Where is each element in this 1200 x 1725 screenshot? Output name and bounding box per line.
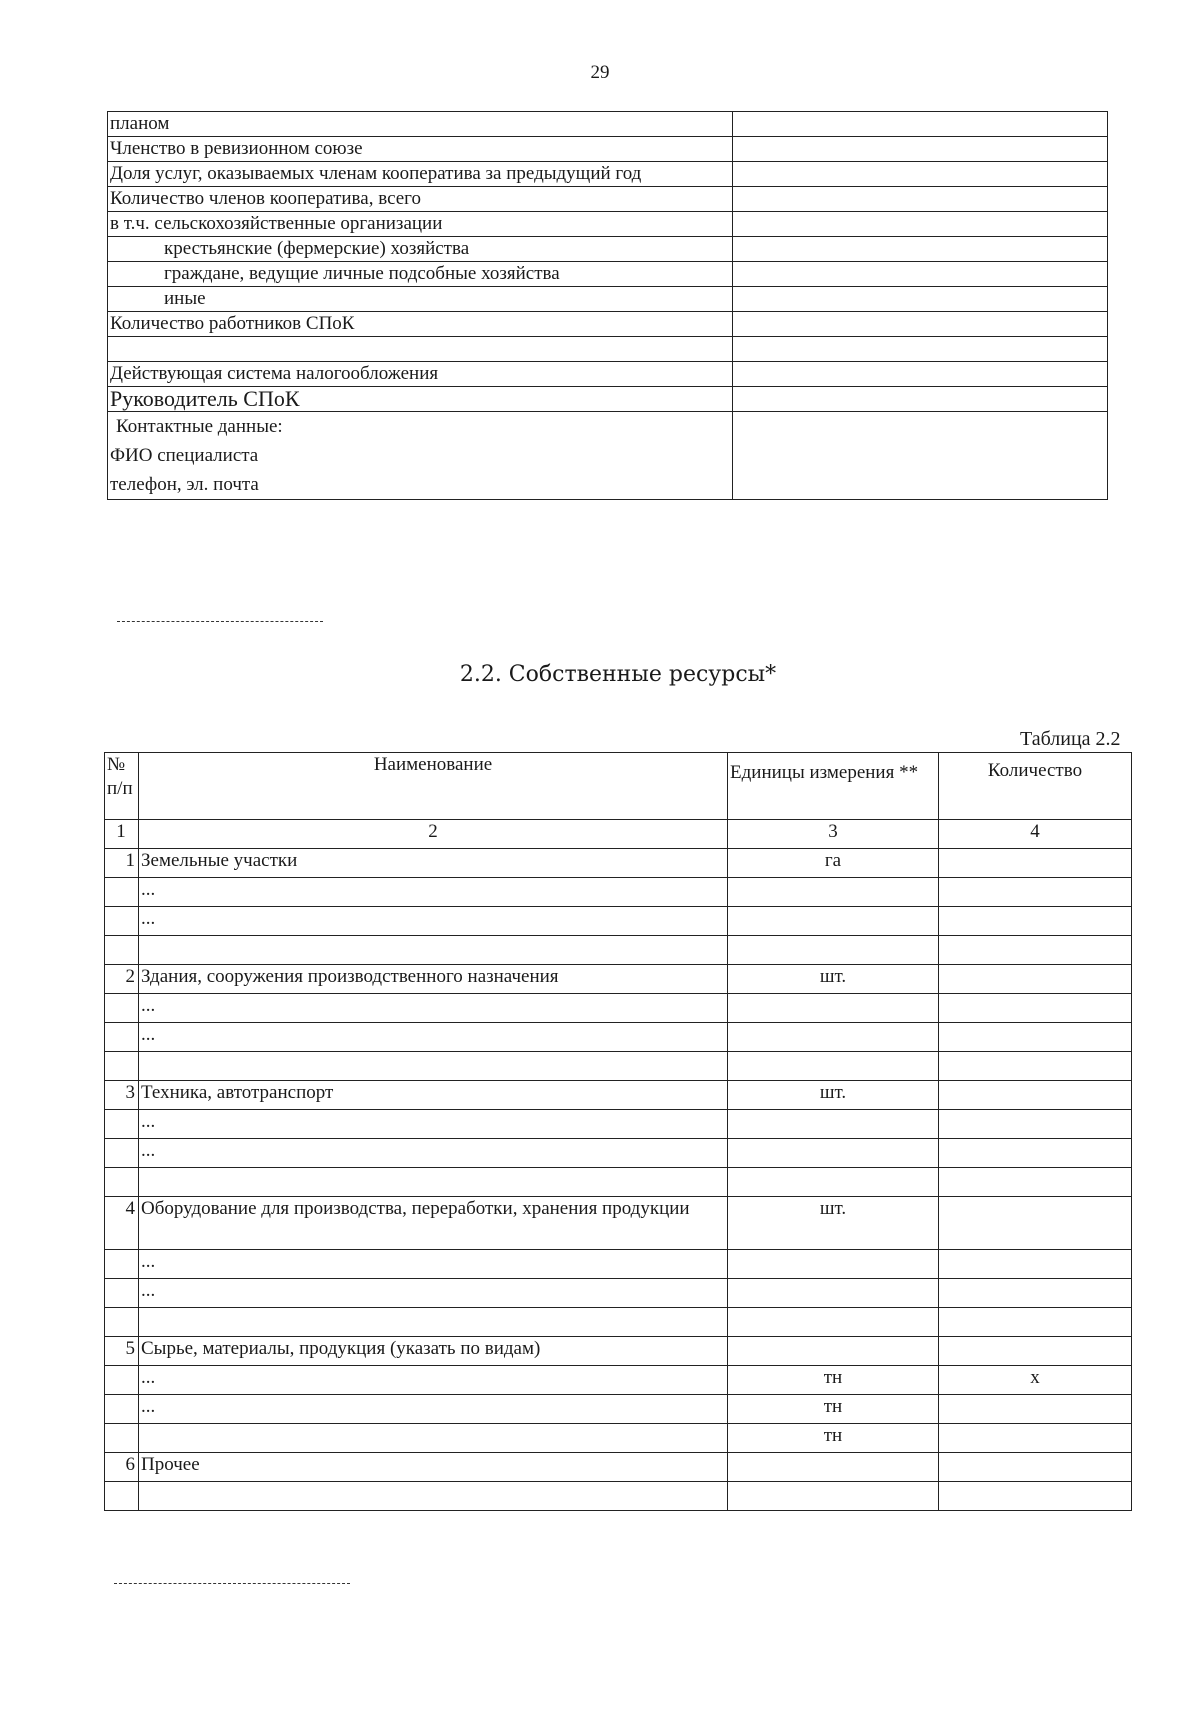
column-index: 1 bbox=[105, 820, 139, 849]
row-label: Количество работников СПоК bbox=[108, 312, 733, 337]
row-name: Техника, автотранспорт bbox=[139, 1081, 728, 1110]
row-num bbox=[105, 1052, 139, 1081]
table-row bbox=[105, 1453, 1132, 1482]
table-row bbox=[105, 849, 1132, 878]
row-unit: га bbox=[728, 849, 939, 878]
row-num bbox=[105, 1366, 139, 1395]
phone-email-label: телефон, эл. почта bbox=[110, 474, 259, 495]
row-name: ... bbox=[139, 1110, 728, 1139]
row-name bbox=[139, 936, 728, 965]
table-row bbox=[105, 1395, 1132, 1424]
table-row bbox=[108, 187, 1108, 212]
row-unit: тн bbox=[728, 1366, 939, 1395]
row-qty[interactable] bbox=[939, 1110, 1132, 1139]
row-num bbox=[105, 1308, 139, 1337]
row-qty[interactable] bbox=[939, 1279, 1132, 1308]
row-unit bbox=[728, 1453, 939, 1482]
row-unit bbox=[728, 1052, 939, 1081]
row-name: ... bbox=[139, 878, 728, 907]
row-num: 5 bbox=[105, 1337, 139, 1366]
row-value[interactable] bbox=[733, 362, 1108, 387]
row-name bbox=[139, 1168, 728, 1197]
specialist-name-label: ФИО специалиста bbox=[110, 445, 259, 466]
row-value[interactable] bbox=[733, 112, 1108, 137]
table-row bbox=[105, 1081, 1132, 1110]
row-value[interactable] bbox=[733, 162, 1108, 187]
row-num bbox=[105, 878, 139, 907]
row-qty[interactable] bbox=[939, 1023, 1132, 1052]
table-row bbox=[105, 1250, 1132, 1279]
row-name: ... bbox=[139, 907, 728, 936]
row-qty[interactable] bbox=[939, 936, 1132, 965]
table-row bbox=[105, 1168, 1132, 1197]
row-name: ... bbox=[139, 1279, 728, 1308]
row-value[interactable] bbox=[733, 237, 1108, 262]
row-num: 1 bbox=[105, 849, 139, 878]
row-unit bbox=[728, 1308, 939, 1337]
table-row bbox=[108, 337, 1108, 362]
table-row bbox=[108, 262, 1108, 287]
table-row bbox=[108, 237, 1108, 262]
row-name: Сырье, материалы, продукция (указать по видам) bbox=[139, 1337, 728, 1366]
row-num bbox=[105, 994, 139, 1023]
row-value[interactable] bbox=[733, 187, 1108, 212]
row-label: иные bbox=[108, 287, 733, 312]
row-num bbox=[105, 1279, 139, 1308]
table-row bbox=[105, 965, 1132, 994]
row-label: Руководитель СПоК bbox=[108, 387, 733, 412]
footnote-divider bbox=[117, 621, 323, 622]
row-unit: шт. bbox=[728, 1197, 939, 1250]
row-name: ... bbox=[139, 1366, 728, 1395]
row-value[interactable] bbox=[733, 387, 1108, 412]
row-num: 4 bbox=[105, 1197, 139, 1250]
header-num: № п/п bbox=[105, 753, 139, 820]
row-value[interactable] bbox=[733, 312, 1108, 337]
row-name bbox=[139, 1052, 728, 1081]
page-number: 29 bbox=[590, 62, 610, 83]
row-qty[interactable] bbox=[939, 965, 1132, 994]
header-name: Наименование bbox=[139, 753, 728, 820]
row-qty[interactable] bbox=[939, 1337, 1132, 1366]
row-name: ... bbox=[139, 994, 728, 1023]
table-row bbox=[108, 112, 1108, 137]
row-num: 2 bbox=[105, 965, 139, 994]
table-row bbox=[108, 287, 1108, 312]
header-unit: Единицы измерения ** bbox=[728, 753, 939, 820]
row-name: ... bbox=[139, 1250, 728, 1279]
row-unit bbox=[728, 1023, 939, 1052]
cooperative-info-table bbox=[107, 111, 1108, 500]
row-unit: шт. bbox=[728, 1081, 939, 1110]
row-qty[interactable] bbox=[939, 1052, 1132, 1081]
table-row bbox=[105, 936, 1132, 965]
table-header-row bbox=[105, 753, 1132, 820]
table-row bbox=[105, 1424, 1132, 1453]
row-name: Оборудование для производства, переработки, хранения продукции bbox=[139, 1197, 728, 1250]
contact-data-label: Контактные данные: bbox=[116, 416, 283, 437]
row-name: Земельные участки bbox=[139, 849, 728, 878]
row-label: Количество членов кооператива, всего bbox=[108, 187, 733, 212]
row-qty[interactable] bbox=[939, 1395, 1132, 1424]
table-row bbox=[105, 1052, 1132, 1081]
row-qty[interactable] bbox=[939, 849, 1132, 878]
table-row bbox=[105, 907, 1132, 936]
row-label: Доля услуг, оказываемых членам кооператива за предыдущий год bbox=[108, 162, 733, 187]
table-row bbox=[105, 1197, 1132, 1250]
header-qty: Количество bbox=[939, 753, 1132, 820]
table-row bbox=[108, 387, 1108, 412]
row-label: Действующая система налогообложения bbox=[108, 362, 733, 387]
row-qty[interactable] bbox=[939, 1250, 1132, 1279]
row-num bbox=[105, 1110, 139, 1139]
row-name: Здания, сооружения производственного назначения bbox=[139, 965, 728, 994]
row-name: Прочее bbox=[139, 1453, 728, 1482]
table-row bbox=[105, 1337, 1132, 1366]
row-qty[interactable] bbox=[939, 907, 1132, 936]
row-name bbox=[139, 1482, 728, 1511]
row-qty[interactable] bbox=[939, 1081, 1132, 1110]
row-label: граждане, ведущие личные подсобные хозяйства bbox=[108, 262, 733, 287]
table-row bbox=[108, 137, 1108, 162]
row-num: 3 bbox=[105, 1081, 139, 1110]
row-unit bbox=[728, 1139, 939, 1168]
row-value[interactable] bbox=[733, 412, 1108, 500]
row-value[interactable] bbox=[733, 262, 1108, 287]
table-row bbox=[108, 362, 1108, 387]
table-row bbox=[108, 312, 1108, 337]
row-num bbox=[105, 1139, 139, 1168]
row-unit: тн bbox=[728, 1424, 939, 1453]
table-row bbox=[105, 1308, 1132, 1337]
row-qty[interactable] bbox=[939, 1197, 1132, 1250]
row-num bbox=[105, 1168, 139, 1197]
table-row bbox=[105, 1139, 1132, 1168]
table-row bbox=[105, 994, 1132, 1023]
table-row bbox=[108, 212, 1108, 237]
column-index-row bbox=[105, 820, 1132, 849]
row-unit bbox=[728, 1168, 939, 1197]
row-unit bbox=[728, 907, 939, 936]
table-row bbox=[108, 162, 1108, 187]
row-unit bbox=[728, 1279, 939, 1308]
row-name bbox=[139, 1424, 728, 1453]
row-num: 6 bbox=[105, 1453, 139, 1482]
row-value[interactable] bbox=[733, 212, 1108, 237]
table-row bbox=[105, 1279, 1132, 1308]
row-unit bbox=[728, 878, 939, 907]
column-index: 3 bbox=[728, 820, 939, 849]
row-num bbox=[105, 1250, 139, 1279]
row-name bbox=[139, 1308, 728, 1337]
contact-label bbox=[108, 412, 733, 500]
row-value[interactable] bbox=[733, 137, 1108, 162]
row-name: ... bbox=[139, 1139, 728, 1168]
row-value[interactable] bbox=[733, 337, 1108, 362]
row-unit bbox=[728, 1110, 939, 1139]
row-qty[interactable]: х bbox=[939, 1366, 1132, 1395]
row-qty[interactable] bbox=[939, 994, 1132, 1023]
row-num bbox=[105, 1482, 139, 1511]
row-qty[interactable] bbox=[939, 1453, 1132, 1482]
row-name: ... bbox=[139, 1395, 728, 1424]
row-num bbox=[105, 1424, 139, 1453]
row-num bbox=[105, 1023, 139, 1052]
row-label: крестьянские (фермерские) хозяйства bbox=[108, 237, 733, 262]
row-num bbox=[105, 936, 139, 965]
section-title: 2.2. Собственные ресурсы* bbox=[459, 662, 777, 687]
column-index: 4 bbox=[939, 820, 1132, 849]
row-qty[interactable] bbox=[939, 1482, 1132, 1511]
row-qty[interactable] bbox=[939, 1168, 1132, 1197]
table-row bbox=[105, 1023, 1132, 1052]
row-qty[interactable] bbox=[939, 1308, 1132, 1337]
row-label: планом bbox=[108, 112, 733, 137]
table-caption: Таблица 2.2 bbox=[1020, 728, 1121, 750]
row-unit bbox=[728, 1482, 939, 1511]
footnote-divider bbox=[114, 1583, 350, 1584]
table-row bbox=[105, 1366, 1132, 1395]
row-num bbox=[105, 1395, 139, 1424]
row-unit bbox=[728, 1250, 939, 1279]
table-row bbox=[108, 412, 1108, 500]
row-value[interactable] bbox=[733, 287, 1108, 312]
row-unit bbox=[728, 936, 939, 965]
row-unit: шт. bbox=[728, 965, 939, 994]
row-label: Членство в ревизионном союзе bbox=[108, 137, 733, 162]
row-label bbox=[108, 337, 733, 362]
row-unit bbox=[728, 1337, 939, 1366]
table-row bbox=[105, 1482, 1132, 1511]
row-unit bbox=[728, 994, 939, 1023]
row-qty[interactable] bbox=[939, 1139, 1132, 1168]
column-index: 2 bbox=[139, 820, 728, 849]
row-qty[interactable] bbox=[939, 1424, 1132, 1453]
table-row bbox=[105, 878, 1132, 907]
row-qty[interactable] bbox=[939, 878, 1132, 907]
row-name: ... bbox=[139, 1023, 728, 1052]
resources-table bbox=[104, 752, 1132, 1511]
row-num bbox=[105, 907, 139, 936]
row-unit: тн bbox=[728, 1395, 939, 1424]
row-label: в т.ч. сельскохозяйственные организации bbox=[108, 212, 733, 237]
table-row bbox=[105, 1110, 1132, 1139]
